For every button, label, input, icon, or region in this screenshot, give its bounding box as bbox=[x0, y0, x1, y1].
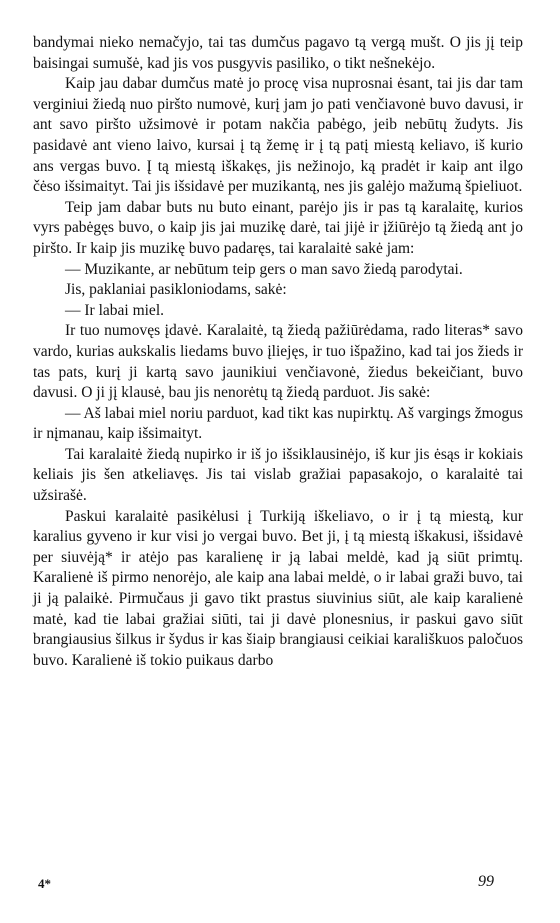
paragraph: Kaip jau dabar dumčus matė jo procę visa nuprosnai ėsant, tai jis dar tam verginiui žiedą nuo piršto numovė, kurį jam jo pati venčiavonė buvo davusi, ir ant savo piršto užsimovė ir potam nakčia pabėgo, jeib nebūtų žudyts. Jis pasidavė ant vieno laivo, kursai į tą žemę ir į tą patį miestą keliavo, iš kurio ans vergas buvo. Į tą miestą iškakęs, jis nežinojo, ką pradėt ir kaip ant ilgo čėso išsimaityt. Tai jis išsidavė per muzikantą, nes jis galėjo mažumą špieliuot. bbox=[33, 75, 523, 196]
paragraph: Paskui karalaitė pasikėlusi į Turkiją iškeliavo, o ir į tą miestą, kur karalius gyveno ir kur visi jo vergai buvo. Bet ji, į tą miestą iškakusi, išsidavė per siuvėją* ir atėjo pas karalienę ir ją labai meldė, kad ją siūt primtų. Karalienė iš pirmo nenorėjo, ale kaip ana labai meldė, o ir labai graži buvo, tai ji ją palaikė. Pirmučaus ji gavo tikt prastus siuvinius siūt, ale kaip karalienė matė, kad tie labai gražiai siūti, tai ji davė plonesnius, ir paskui gavo siūt brangiausius šilkus ir šydus ir kas šiaip brangiausi ceikiai karališkuos paločuos buvo. Karalienė iš tokio puikaus darbo bbox=[33, 507, 523, 669]
paragraph: — Muzikante, ar nebūtum teip gers o man savo žiedą parodytai. bbox=[65, 260, 463, 278]
paragraph: Teip jam dabar buts nu buto einant, parėjo jis ir pas tą karalaitę, kurios vyrs pabėgęs buvo, o kaip jis jai muzikę darė, tai jijė ir įžiūrėjo tą žiedą ant jo piršto. Ir kaip jis muzikę buvo padaręs, tai karalaitė sakė jam: bbox=[33, 198, 523, 257]
paragraph: Tai karalaitė žiedą nupirko ir iš jo išsiklausinėjo, iš kur jis ėsąs ir kokiais keliais jis šen atkeliavęs. Jis tai vislab gražiai papasakojo, o karalaitė tai užsirašė. bbox=[33, 445, 523, 505]
signature-mark: 4* bbox=[38, 876, 51, 891]
page-number: 99 bbox=[478, 873, 494, 890]
paragraph: Jis, paklaniai pasikloniodams, sakė: bbox=[65, 281, 287, 299]
body-text bbox=[33, 33, 523, 671]
paragraph: — Ir labai miel. bbox=[65, 301, 164, 319]
paragraph: — Aš labai miel noriu parduot, kad tikt kas nupirktų. Aš vargings žmogus ir nįmanau, kaip išsimaityt. bbox=[33, 404, 523, 443]
paragraph: Ir tuo numovęs įdavė. Karalaitė, tą žiedą pažiūrėdama, rado literas* savo vardo, kurias aukskalis liedams buvo įliejęs, ir tuo išpažino, kad tai jos žieds ir tas pats, kurį ji kartą savo jaunikiui venčiavonė, žiedus bekeičiant, buvo davusi. O ji jį klausė, bau jis nenorėtų tą žiedą parduot. Jis sakė: bbox=[33, 322, 523, 402]
paragraph: bandymai nieko nemačyjo, tai tas dumčus pagavo tą vergą mušt. O jis jį teip baisingai sumušė, kad jis vos pusgyvis pasiliko, o tikt nešnekėjo. bbox=[33, 34, 523, 72]
